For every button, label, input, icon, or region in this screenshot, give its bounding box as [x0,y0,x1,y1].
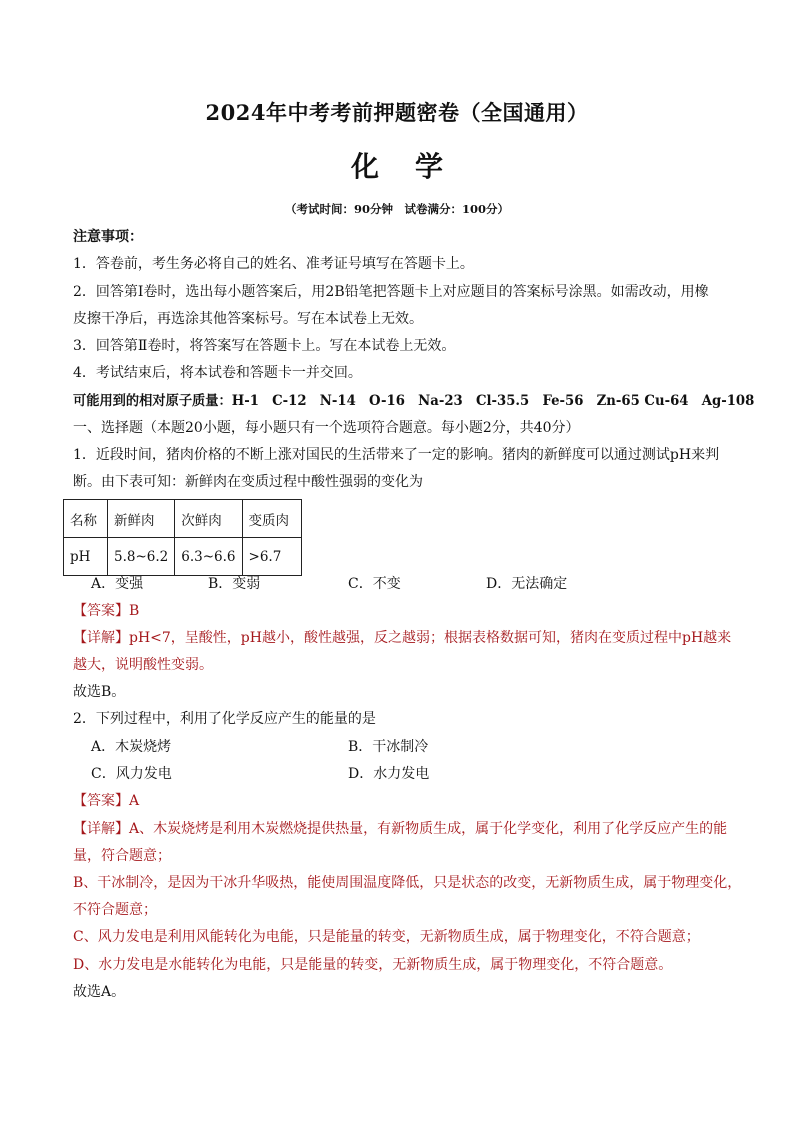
option-c: C．不变 [348,576,401,592]
note-item: 皮擦干净后，再选涂其他答案标号。写在本试卷上无效。 [73,311,423,327]
conclusion-text: 故选B。 [73,684,126,700]
explanation-text: 【详解】pH<7，呈酸性，pH越小，酸性越强，反之越弱；根据表格数据可知，猪肉在变质过程中pH越来 [73,630,732,646]
option-d: D．无法确定 [486,576,568,592]
notes-heading: 注意事项： [73,229,143,245]
atomic-masses: 可能用到的相对原子质量：H-1 C-12 N-14 O-16 Na-23 Cl-35.5 Fe-56 Zn-65 Cu-64 Ag-108 [73,393,755,409]
option-b: B．干冰制冷 [348,739,429,755]
explanation-text: 【详解】A、木炭烧烤是利用木炭燃烧提供热量，有新物质生成，属于化学变化，利用了化学反应产生的能 [73,821,728,837]
option-b: B．变弱 [208,576,261,592]
ph-table [63,499,302,576]
option-c: C．风力发电 [91,766,172,782]
table-row [64,500,302,538]
question-2-stem: 2．下列过程中，利用了化学反应产生的能量的是 [73,711,376,727]
subject-title: 化学 [350,150,479,183]
option-a: A．木炭烧烤 [91,739,172,755]
note-item: 1．答卷前，考生务必将自己的姓名、准考证号填写在答题卡上。 [73,256,474,272]
page-title: 2024年中考考前押题密卷（全国通用） [205,100,589,125]
table-cell: 次鲜肉 [175,500,242,538]
table-cell: 变质肉 [242,500,301,538]
table-cell: 6.3~6.6 [175,538,242,576]
table-cell: >6.7 [242,538,301,576]
answer-label: 【答案】B [73,603,140,619]
explanation-text: C、风力发电是利用风能转化为电能，只是能量的转变，无新物质生成，属于物理变化，不符合题意； [73,929,700,945]
explanation-text: B、干冰制冷，是因为干冰升华吸热，能使周围温度降低，只是状态的改变，无新物质生成，属于物理变化， [73,875,742,891]
table-cell: pH [64,538,108,576]
note-item: 2．回答第Ⅰ卷时，选出每小题答案后，用2B铅笔把答题卡上对应题目的答案标号涂黑。如需改动，用橡 [73,284,709,300]
question-1-stem: 断。由下表可知：新鲜肉在变质过程中酸性强弱的变化为 [73,474,423,490]
answer-label: 【答案】A [73,793,140,809]
section-heading: 一、选择题（本题20小题，每小题只有一个选项符合题意。每小题2分，共40分） [73,420,580,436]
explanation-text: D、水力发电是水能转化为电能，只是能量的转变，无新物质生成，属于物理变化，不符合题意。 [73,957,673,973]
conclusion-text: 故选A。 [73,984,126,1000]
question-1-stem: 1．近段时间，猪肉价格的不断上涨对国民的生活带来了一定的影响。猪肉的新鲜度可以通过测试pH来判 [73,447,720,463]
note-item: 4．考试结束后，将本试卷和答题卡一并交回。 [73,365,362,381]
table-row [64,538,302,576]
option-a: A．变强 [91,576,144,592]
table-cell: 5.8~6.2 [108,538,175,576]
option-d: D．水力发电 [348,766,430,782]
note-item: 3．回答第Ⅱ卷时，将答案写在答题卡上。写在本试卷上无效。 [73,338,456,354]
explanation-text: 量，符合题意； [73,848,171,864]
table-cell: 新鲜肉 [108,500,175,538]
table-cell: 名称 [64,500,108,538]
explanation-text: 越大，说明酸性变弱。 [73,657,213,673]
exam-info: （考试时间：90分钟 试卷满分：100分） [284,202,509,216]
explanation-text: 不符合题意； [73,902,157,918]
